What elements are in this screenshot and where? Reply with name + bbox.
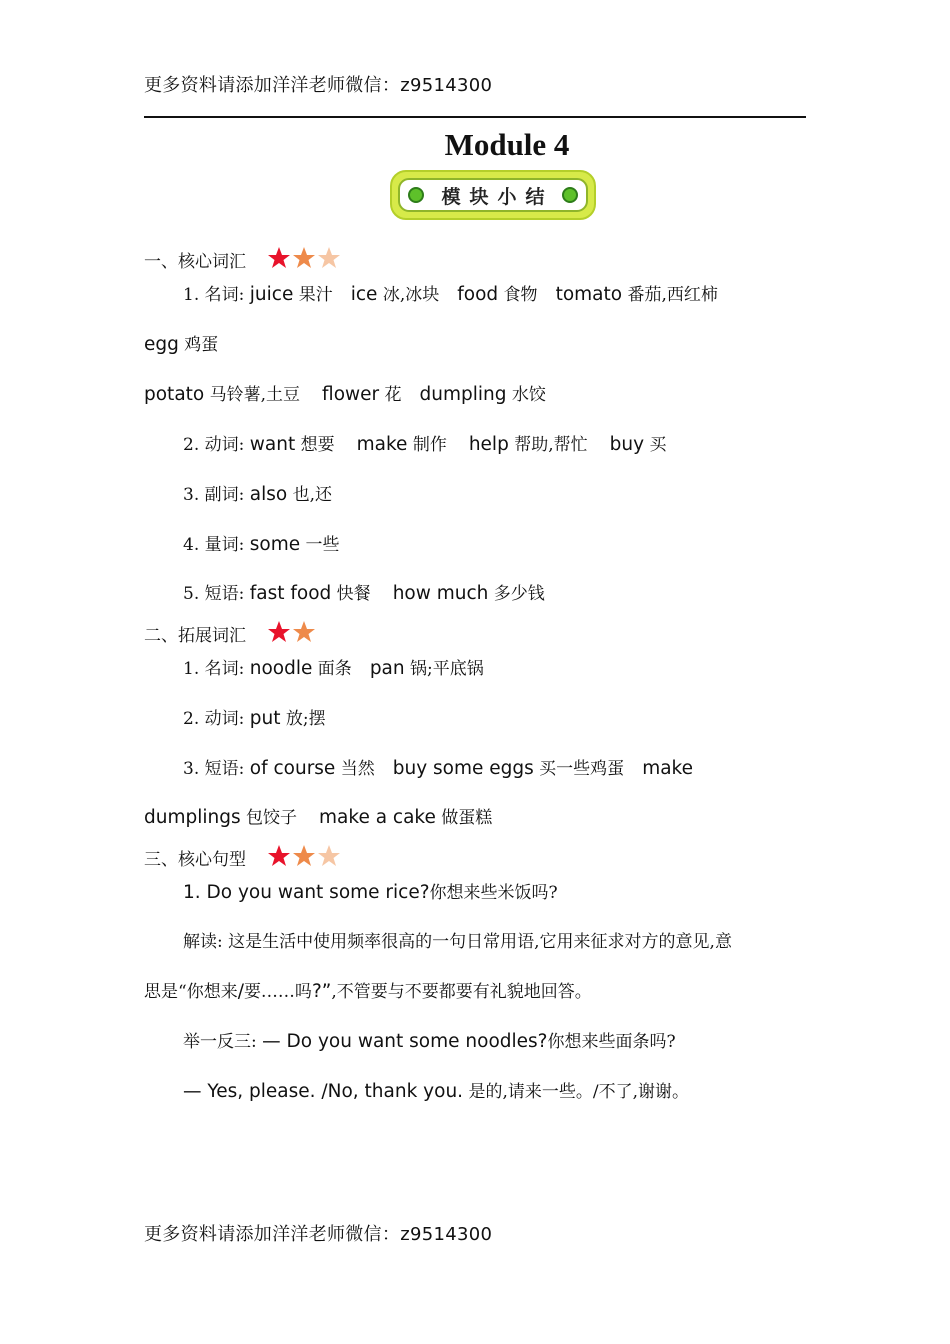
meaning: 番茄,西红柿 xyxy=(622,285,718,305)
word: make xyxy=(356,434,408,455)
meaning: 做蛋糕 xyxy=(435,808,493,828)
meaning: 鸡蛋 xyxy=(178,335,219,355)
word: make a cake xyxy=(319,807,436,828)
s3-explanation-line1 xyxy=(183,930,732,954)
meaning: 放;摆 xyxy=(280,709,326,729)
badge-right-dot-icon xyxy=(562,187,578,203)
s1-nouns-cont1 xyxy=(144,333,218,357)
header-rule xyxy=(144,116,806,118)
rating-stars xyxy=(267,246,342,277)
badge-left-dot-icon xyxy=(408,187,424,203)
word: noodle xyxy=(249,658,313,679)
item-label: 4. 量词: xyxy=(183,535,250,555)
word: help xyxy=(468,434,509,455)
s3-explanation-line2 xyxy=(144,980,592,1004)
example-cn: 是的,请来一些。/不了,谢谢。 xyxy=(463,1082,690,1102)
s2-nouns xyxy=(183,657,484,681)
word: tomato xyxy=(555,284,623,305)
item-label: 1. 名词: xyxy=(183,659,250,679)
rating-stars xyxy=(267,620,317,651)
page-header xyxy=(144,71,492,97)
word: food xyxy=(457,284,499,305)
meaning: 想要 xyxy=(295,435,335,455)
meaning: 水饺 xyxy=(506,385,546,405)
sentence-en: 1. Do you want some rice? xyxy=(183,882,430,903)
badge-inner xyxy=(398,178,588,212)
star-orange-icon xyxy=(292,620,316,644)
header-id: z9514300 xyxy=(400,75,493,96)
word: make xyxy=(642,758,693,779)
section-heading-core-sentences xyxy=(144,844,342,875)
word: fast food xyxy=(249,583,332,604)
item-label: 3. 短语: xyxy=(183,759,250,779)
word: dumplings xyxy=(144,807,241,828)
explanation-text: 思是“你想来 xyxy=(144,982,238,1002)
star-pale-icon xyxy=(317,844,341,868)
meaning: 帮助,帮忙 xyxy=(508,435,588,455)
meaning: 锅;平底锅 xyxy=(404,659,484,679)
meaning: 当然 xyxy=(335,759,375,779)
word: put xyxy=(249,708,281,729)
section-heading-text: 二、拓展词汇 xyxy=(144,626,246,646)
meaning: 面条 xyxy=(312,659,352,679)
word: also xyxy=(249,484,288,505)
header-text: 更多资料请添加洋洋老师微信： xyxy=(144,75,401,96)
section-heading-text: 一、核心词汇 xyxy=(144,252,246,272)
s2-phrases xyxy=(183,757,693,781)
example-cn: 你想来些面条吗? xyxy=(547,1032,676,1052)
section-heading-text: 三、核心句型 xyxy=(144,850,246,870)
item-label: 3. 副词: xyxy=(183,485,250,505)
word: buy xyxy=(609,434,645,455)
s3-sentence-1 xyxy=(183,881,558,905)
star-red-icon xyxy=(267,844,291,868)
meaning: 买 xyxy=(644,435,667,455)
word: egg xyxy=(144,334,179,355)
example-label: 举一反三: xyxy=(183,1032,263,1052)
page-footer xyxy=(144,1220,492,1246)
word: of course xyxy=(249,758,336,779)
s2-verbs xyxy=(183,707,326,731)
s1-quantifiers xyxy=(183,533,340,557)
footer-text: 更多资料请添加洋洋老师微信： xyxy=(144,1224,401,1245)
item-label: 5. 短语: xyxy=(183,584,250,604)
star-orange-icon xyxy=(292,246,316,270)
word: want xyxy=(249,434,296,455)
star-red-icon xyxy=(267,620,291,644)
word: pan xyxy=(369,658,405,679)
rating-stars xyxy=(267,844,342,875)
word: some xyxy=(249,534,301,555)
word: how much xyxy=(392,583,489,604)
s3-example-question xyxy=(183,1030,676,1054)
word: flower xyxy=(322,384,380,405)
meaning: 制作 xyxy=(407,435,447,455)
s3-example-answer xyxy=(183,1080,689,1104)
section-badge xyxy=(390,170,596,220)
meaning: 包饺子 xyxy=(240,808,298,828)
footer-id: z9514300 xyxy=(400,1224,493,1245)
badge-text: 模块小结 xyxy=(441,185,554,208)
explanation-text: 要……吗 xyxy=(243,982,312,1002)
example-en: — Yes, please. /No, thank you. xyxy=(183,1081,464,1102)
s1-adverbs xyxy=(183,483,332,507)
module-title: Module 4 xyxy=(444,127,570,162)
word: juice xyxy=(249,284,294,305)
item-label: 1. 名词: xyxy=(183,285,250,305)
meaning: 食物 xyxy=(498,285,538,305)
explanation-text: ,不管要与不要都要有礼貌地回答。 xyxy=(331,982,592,1002)
s1-verbs xyxy=(183,433,666,457)
star-pale-icon xyxy=(317,246,341,270)
meaning: 一些 xyxy=(300,535,340,555)
word: potato xyxy=(144,384,205,405)
meaning: 多少钱 xyxy=(488,584,545,604)
section-heading-extended-vocabulary xyxy=(144,620,317,651)
s1-phrases xyxy=(183,582,545,606)
explanation-quote: ?” xyxy=(311,981,332,1002)
star-red-icon xyxy=(267,246,291,270)
meaning: 买一些鸡蛋 xyxy=(533,759,625,779)
sentence-cn: 你想来些米饭吗? xyxy=(429,883,558,903)
section-heading-core-vocabulary xyxy=(144,246,342,277)
word: buy some eggs xyxy=(392,758,534,779)
meaning: 马铃薯,土豆 xyxy=(204,385,301,405)
explanation-text: 这是生活中使用频率很高的一句日常用语,它用来征求对方的意见,意 xyxy=(228,932,732,952)
meaning: 冰,冰块 xyxy=(377,285,440,305)
example-en: — Do you want some noodles? xyxy=(262,1031,548,1052)
item-label: 2. 动词: xyxy=(183,709,250,729)
word: dumpling xyxy=(419,384,507,405)
meaning: 果汁 xyxy=(293,285,333,305)
meaning: 也,还 xyxy=(287,485,333,505)
s2-phrases-cont xyxy=(144,806,492,830)
item-label: 2. 动词: xyxy=(183,435,250,455)
meaning: 快餐 xyxy=(331,584,371,604)
s1-nouns xyxy=(183,283,718,307)
meaning: 花 xyxy=(379,385,402,405)
explanation-slash: / xyxy=(237,981,244,1002)
s1-nouns-cont2 xyxy=(144,383,546,407)
word: ice xyxy=(350,284,378,305)
explanation-label: 解读: xyxy=(183,932,229,952)
star-orange-icon xyxy=(292,844,316,868)
